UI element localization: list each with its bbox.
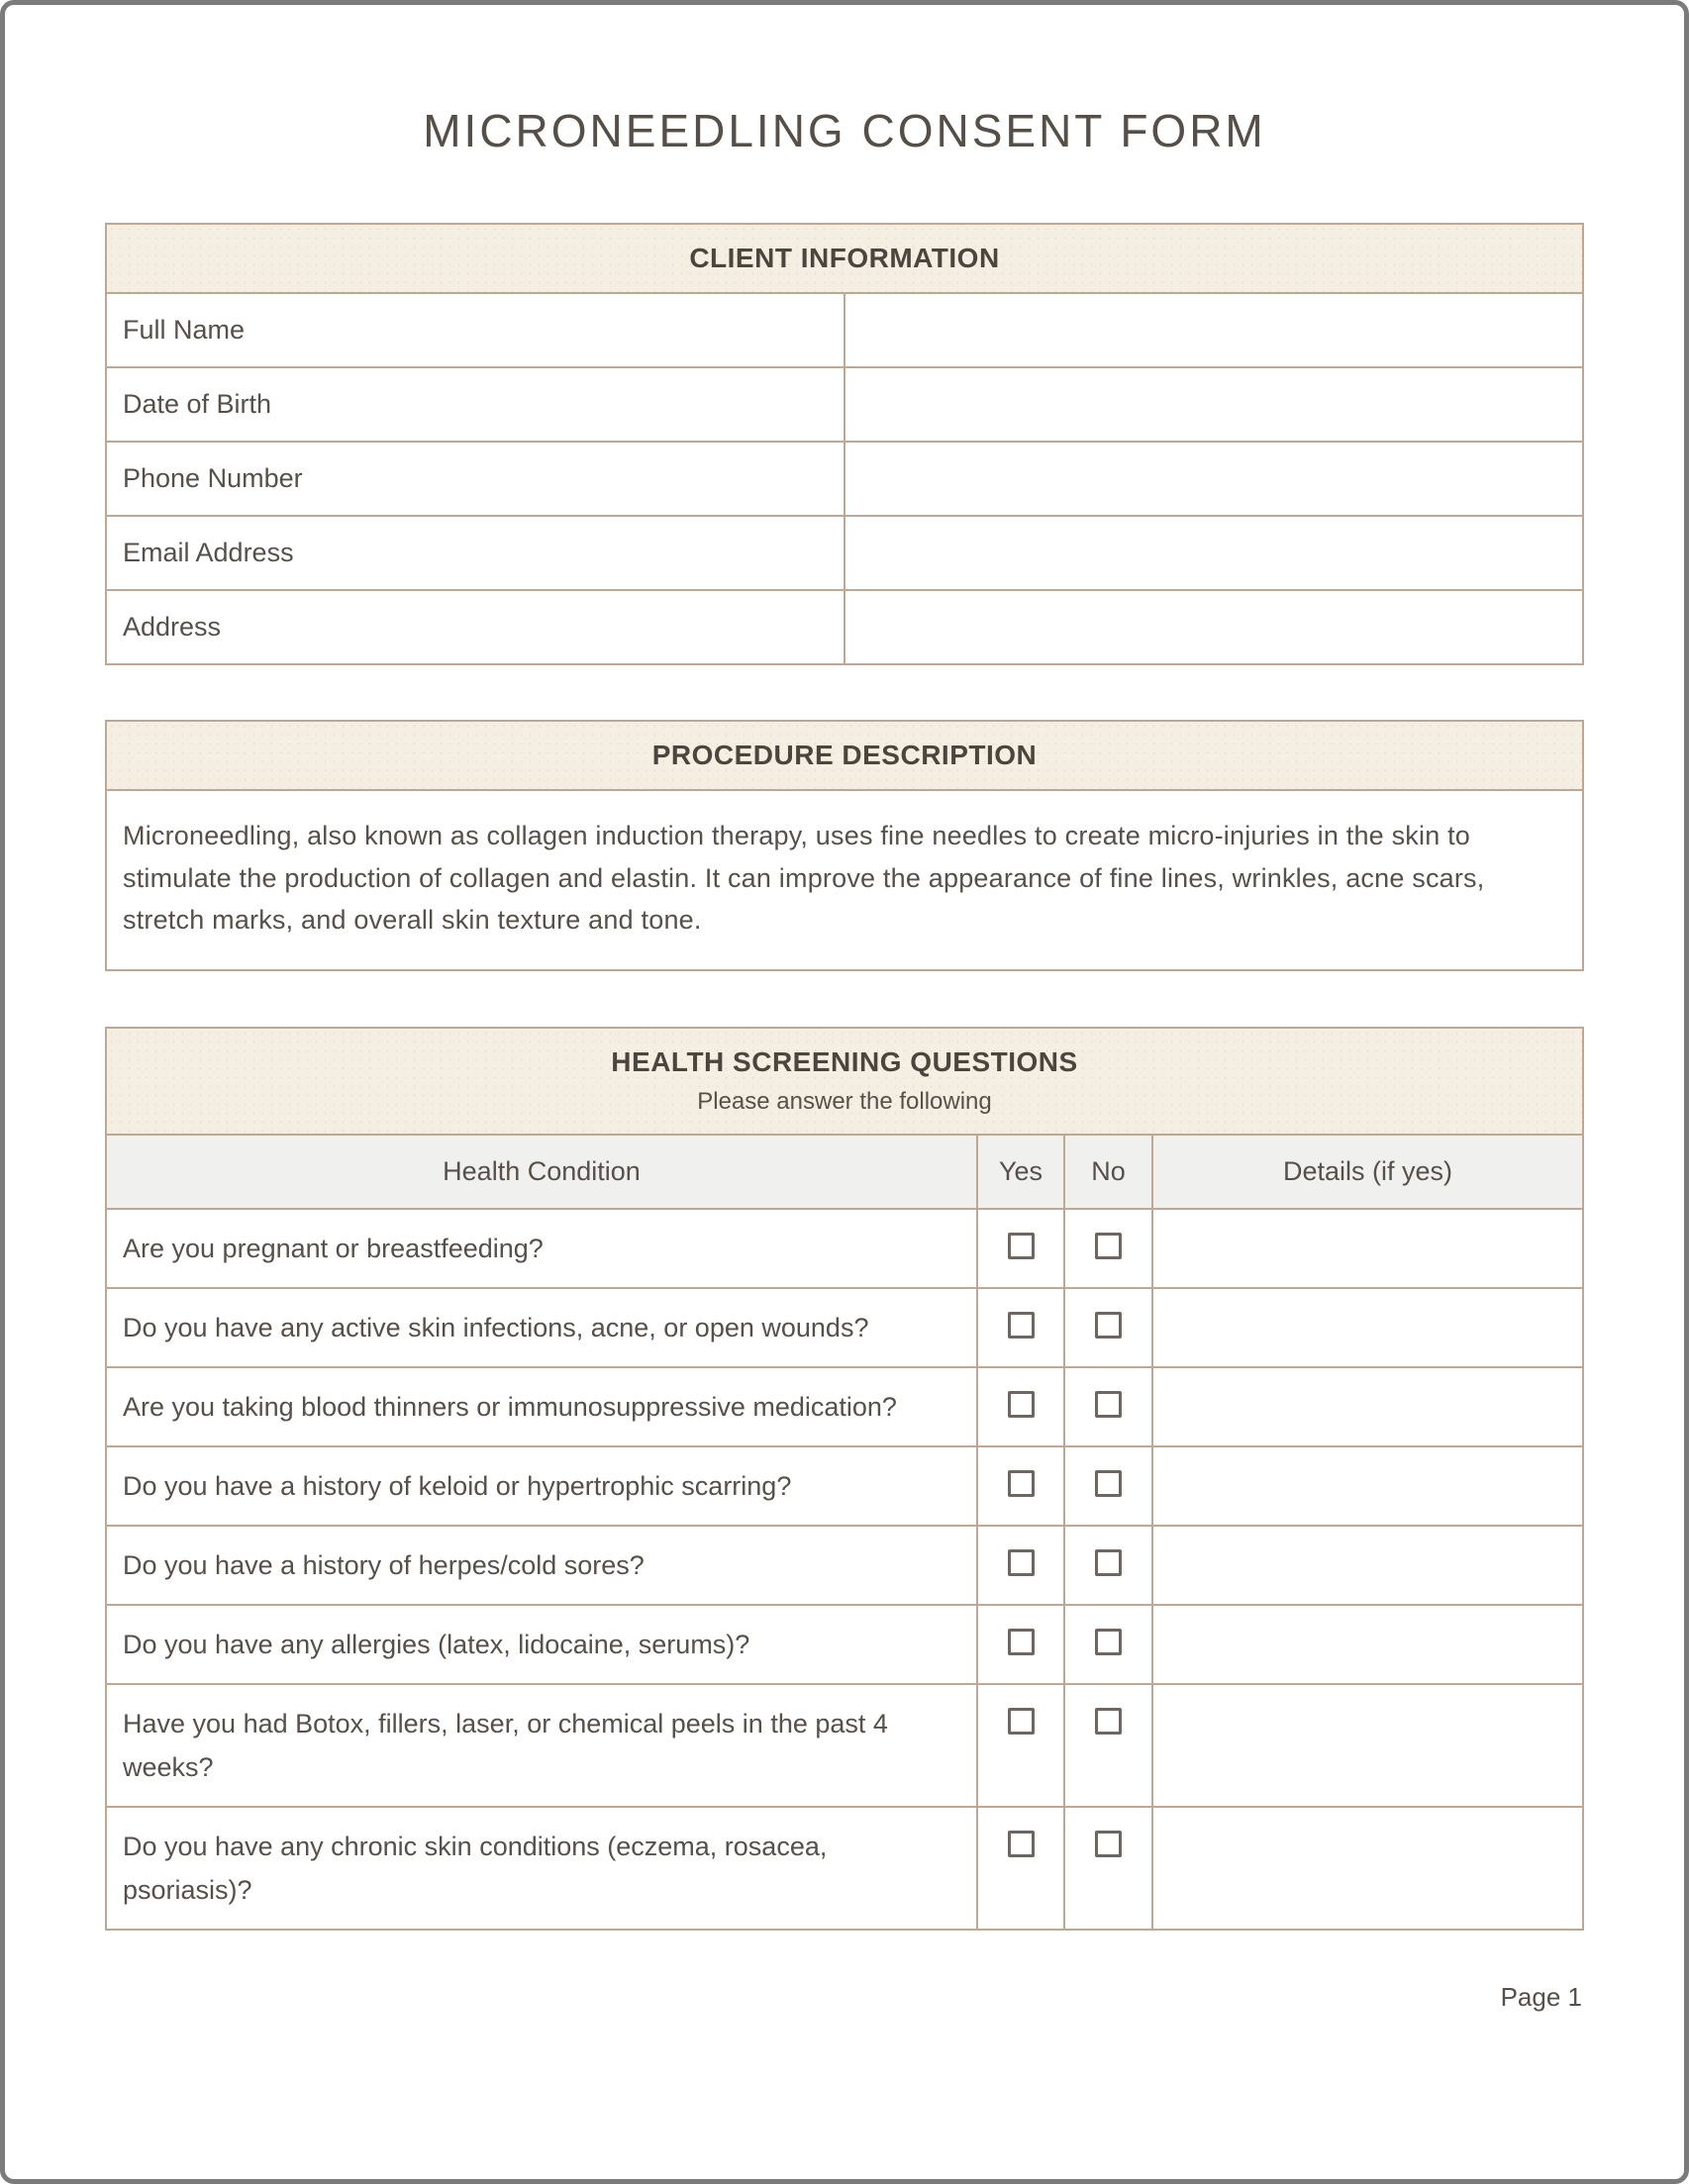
details-field[interactable] [1152, 1605, 1583, 1684]
table-row [106, 1288, 1583, 1367]
no-checkbox[interactable] [1095, 1391, 1122, 1418]
yes-checkbox[interactable] [1008, 1549, 1035, 1576]
procedure-description-header: PROCEDURE DESCRIPTION [106, 721, 1583, 790]
yes-checkbox[interactable] [1008, 1233, 1035, 1259]
procedure-description-table [105, 720, 1584, 971]
table-row [106, 516, 1583, 590]
no-cell [1064, 1209, 1152, 1288]
address-label: Address [106, 590, 844, 664]
details-field[interactable] [1152, 1807, 1583, 1930]
table-row [106, 1526, 1583, 1605]
details-field[interactable] [1152, 1288, 1583, 1367]
email-address-label: Email Address [106, 516, 844, 590]
yes-cell [977, 1526, 1064, 1605]
table-row [106, 590, 1583, 664]
health-screening-header [106, 1028, 1583, 1135]
client-information-table [105, 223, 1584, 665]
page-title: MICRONEEDLING CONSENT FORM [423, 105, 1266, 156]
yes-checkbox[interactable] [1008, 1831, 1035, 1857]
column-header-details: Details (if yes) [1152, 1135, 1583, 1209]
no-checkbox[interactable] [1095, 1629, 1122, 1655]
date-of-birth-field[interactable] [844, 367, 1583, 442]
table-row [106, 442, 1583, 516]
no-checkbox[interactable] [1095, 1831, 1122, 1857]
client-information-header: CLIENT INFORMATION [106, 224, 1583, 293]
yes-checkbox[interactable] [1008, 1391, 1035, 1418]
health-screening-subtitle: Please answer the following [697, 1087, 992, 1115]
yes-cell [977, 1288, 1064, 1367]
page-content [5, 104, 1684, 2013]
table-row [106, 1367, 1583, 1446]
table-row [106, 1446, 1583, 1526]
table-row [106, 1807, 1583, 1930]
question-text: Do you have any allergies (latex, lidocaine, serums)? [106, 1605, 977, 1684]
phone-number-label: Phone Number [106, 442, 844, 516]
address-field[interactable] [844, 590, 1583, 664]
yes-checkbox[interactable] [1008, 1312, 1035, 1339]
question-text: Do you have any active skin infections, acne, or open wounds? [106, 1288, 977, 1367]
health-screening-title: HEALTH SCREENING QUESTIONS [611, 1045, 1078, 1077]
question-text: Do you have a history of herpes/cold sores? [106, 1526, 977, 1605]
procedure-description-text: Microneedling, also known as collagen induction therapy, uses fine needles to create micro-injuries in the skin to stimulate the production of collagen and elastin. It can improve the appearance of fine lines, wrinkles, acne scars, stretch marks, and overall skin texture and tone. [106, 790, 1583, 970]
yes-cell [977, 1446, 1064, 1526]
table-row [106, 1684, 1583, 1807]
details-field[interactable] [1152, 1209, 1583, 1288]
question-text: Are you taking blood thinners or immunosuppressive medication? [106, 1367, 977, 1446]
date-of-birth-label: Date of Birth [106, 367, 844, 442]
column-header-yes: Yes [977, 1135, 1064, 1209]
yes-cell [977, 1605, 1064, 1684]
no-checkbox[interactable] [1095, 1312, 1122, 1339]
no-cell [1064, 1605, 1152, 1684]
no-cell [1064, 1526, 1152, 1605]
question-text: Are you pregnant or breastfeeding? [106, 1209, 977, 1288]
column-header-no: No [1064, 1135, 1152, 1209]
no-cell [1064, 1367, 1152, 1446]
column-header-condition: Health Condition [106, 1135, 977, 1209]
full-name-field[interactable] [844, 293, 1583, 367]
yes-cell [977, 1209, 1064, 1288]
health-screening-table [105, 1027, 1584, 1931]
page-number: Page 1 [1500, 1981, 1582, 2012]
column-header-row [106, 1135, 1583, 1209]
yes-cell [977, 1807, 1064, 1930]
no-cell [1064, 1807, 1152, 1930]
table-row [106, 1605, 1583, 1684]
yes-cell [977, 1684, 1064, 1807]
table-row [106, 1209, 1583, 1288]
no-checkbox[interactable] [1095, 1549, 1122, 1576]
table-row [106, 367, 1583, 442]
details-field[interactable] [1152, 1684, 1583, 1807]
yes-checkbox[interactable] [1008, 1629, 1035, 1655]
no-cell [1064, 1446, 1152, 1526]
details-field[interactable] [1152, 1367, 1583, 1446]
table-row [106, 293, 1583, 367]
no-checkbox[interactable] [1095, 1708, 1122, 1735]
question-text: Have you had Botox, fillers, laser, or chemical peels in the past 4 weeks? [106, 1684, 977, 1807]
question-text: Do you have any chronic skin conditions (eczema, rosacea, psoriasis)? [106, 1807, 977, 1930]
details-field[interactable] [1152, 1526, 1583, 1605]
question-text: Do you have a history of keloid or hypertrophic scarring? [106, 1446, 977, 1526]
yes-cell [977, 1367, 1064, 1446]
no-checkbox[interactable] [1095, 1233, 1122, 1259]
no-cell [1064, 1288, 1152, 1367]
no-checkbox[interactable] [1095, 1470, 1122, 1497]
phone-number-field[interactable] [844, 442, 1583, 516]
yes-checkbox[interactable] [1008, 1470, 1035, 1497]
no-cell [1064, 1684, 1152, 1807]
full-name-label: Full Name [106, 293, 844, 367]
details-field[interactable] [1152, 1446, 1583, 1526]
yes-checkbox[interactable] [1008, 1708, 1035, 1735]
email-address-field[interactable] [844, 516, 1583, 590]
